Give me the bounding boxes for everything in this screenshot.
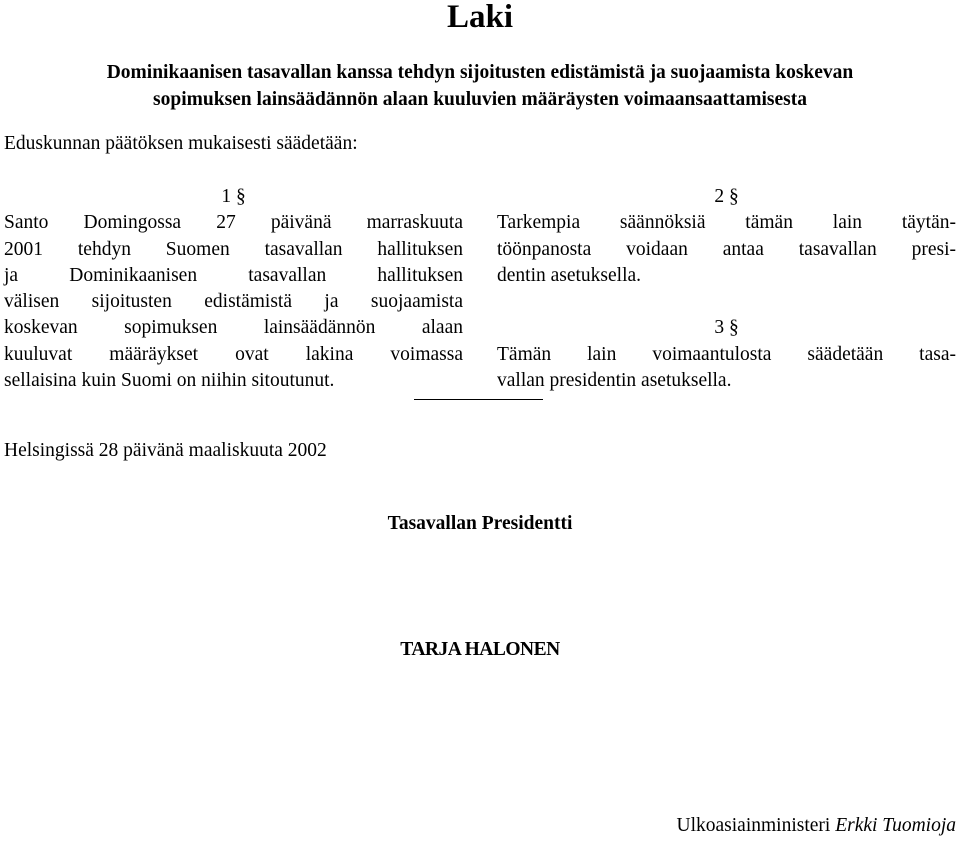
- section-2-number: 2 §: [714, 186, 739, 207]
- section-1-line: sellaisina kuin Suomi on niihin sitoutunut.: [4, 370, 335, 392]
- section-3-number: 3 §: [714, 317, 739, 339]
- president-title: Tasavallan Presidentti: [387, 513, 573, 534]
- subtitle-line-1: Dominikaanisen tasavallan kanssa tehdyn sijoitusten edistämistä ja suojaamista koskevan: [106, 62, 854, 83]
- section-1-number: 1 §: [221, 186, 246, 207]
- document-subtitle: [0, 59, 960, 113]
- subtitle-line-2: sopimuksen lainsäädännön alaan kuuluvien määräysten voimaansaattamisesta: [153, 89, 807, 110]
- section-2-line: dentin asetuksella.: [497, 264, 642, 286]
- section-3-line: Tämän lain voimaantulosta säädetään tasa-: [497, 343, 956, 365]
- minister-title: Ulkoasiainministeri: [676, 815, 831, 836]
- section-1-line: kuuluvat määräykset ovat lakina voimassa: [4, 343, 463, 365]
- section-2-text: [497, 210, 956, 289]
- place-and-date: Helsingissä 28 päivänä maaliskuuta 2002: [4, 440, 327, 461]
- section-1-line: välisen sijoitusten edistämistä ja suojaamista: [4, 291, 463, 313]
- section-1-line: koskevan sopimuksen lainsäädännön alaan: [4, 317, 463, 339]
- section-3-line: vallan presidentin asetuksella.: [497, 370, 732, 392]
- section-2-line: töönpanosta voidaan antaa tasavallan presi-: [497, 238, 956, 260]
- section-1-line: Santo Domingossa 27 päivänä marraskuuta: [4, 212, 463, 234]
- section-1-line: 2001 tehdyn Suomen tasavallan hallituksen: [4, 238, 463, 260]
- section-3-text: [497, 342, 956, 395]
- section-2-line: Tarkempia säännöksiä tämän lain täytän-: [497, 212, 956, 234]
- section-gap: [497, 289, 956, 315]
- right-column: [497, 184, 956, 394]
- left-column: [4, 184, 463, 394]
- section-1-line: ja Dominikaanisen tasavallan hallituksen: [4, 264, 463, 286]
- minister-name: Erkki Tuomioja: [835, 815, 956, 836]
- document-title: Laki: [446, 0, 514, 35]
- enacting-clause: Eduskunnan päätöksen mukaisesti säädetään:: [4, 133, 358, 154]
- minister-signature: [677, 812, 956, 839]
- separator-rule: [414, 399, 543, 400]
- section-1-text: [4, 210, 463, 394]
- president-name: TARJA HALONEN: [400, 639, 560, 660]
